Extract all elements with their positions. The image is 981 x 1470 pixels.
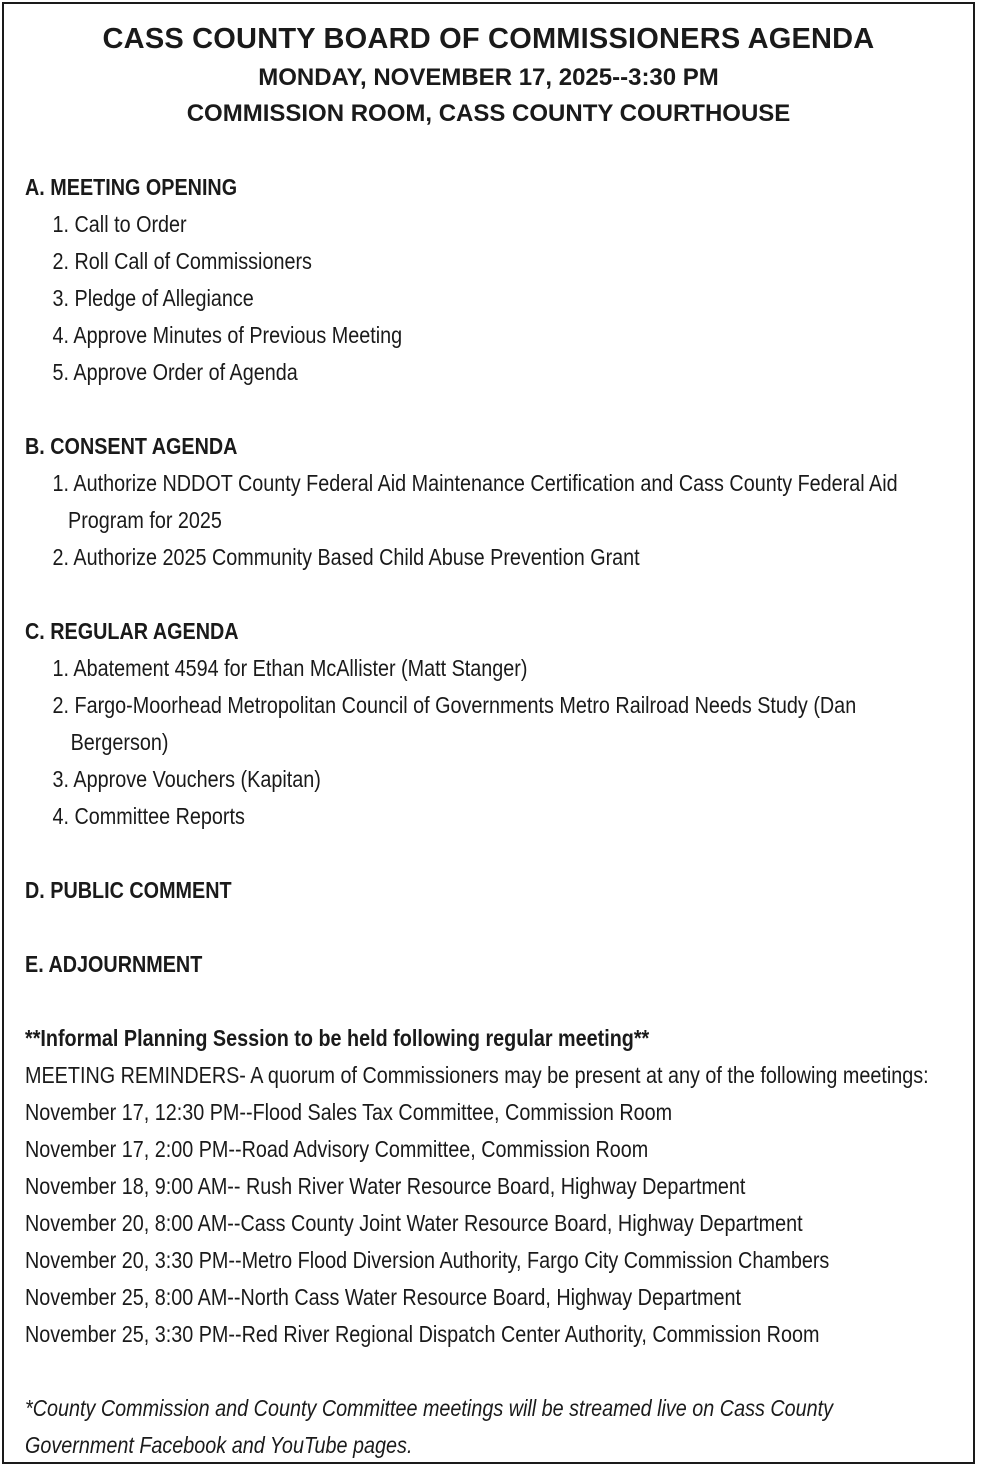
agenda-item: 1. Authorize NDDOT County Federal Aid Maintenance Certification and Cass County Federal Aid Program for 2025 (52, 470, 898, 533)
section-heading-consent-agenda: B. CONSENT AGENDA (25, 433, 238, 459)
agenda-item: 4. Approve Minutes of Previous Meeting (52, 322, 403, 348)
section-heading-adjournment: E. ADJOURNMENT (25, 951, 203, 977)
agenda-item: 3. Approve Vouchers (Kapitan) (52, 766, 321, 792)
spacer (25, 835, 962, 872)
agenda-body-inner (25, 169, 962, 1464)
spacer (25, 391, 962, 428)
agenda-item: 2. Roll Call of Commissioners (52, 248, 312, 274)
meeting-location: COMMISSION ROOM, CASS COUNTY COURTHOUSE (186, 100, 791, 127)
reminder-line: November 25, 8:00 AM--North Cass Water Resource Board, Highway Department (25, 1284, 742, 1310)
livestream-note: *County Commission and County Committee meetings will be streamed live on Cass County Government Facebook and YouTube pages. (25, 1395, 834, 1458)
agenda-notice-frame (2, 2, 975, 1464)
section-heading-public-comment: D. PUBLIC COMMENT (25, 877, 232, 903)
informal-session-note: **Informal Planning Session to be held following regular meeting** (25, 1025, 650, 1051)
agenda-title: CASS COUNTY BOARD OF COMMISSIONERS AGENDA (102, 23, 875, 55)
reminder-line: November 17, 2:00 PM--Road Advisory Committee, Commission Room (25, 1136, 649, 1162)
spacer (25, 909, 962, 946)
meeting-reminders-intro: MEETING REMINDERS- A quorum of Commissioners may be present at any of the following meetings: (25, 1062, 929, 1088)
spacer (25, 983, 962, 1020)
reminder-line: November 17, 12:30 PM--Flood Sales Tax Committee, Commission Room (25, 1099, 673, 1125)
agenda-item: 5. Approve Order of Agenda (52, 359, 298, 385)
section-heading-regular-agenda: C. REGULAR AGENDA (25, 618, 239, 644)
agenda-item: 2. Fargo-Moorhead Metropolitan Council of Governments Metro Railroad Needs Study (Dan Bergerson) (52, 692, 857, 755)
reminder-line: November 25, 3:30 PM--Red River Regional Dispatch Center Authority, Commission Room (25, 1321, 820, 1347)
reminder-line: November 18, 9:00 AM-- Rush River Water Resource Board, Highway Department (25, 1173, 746, 1199)
agenda-item: 1. Call to Order (52, 211, 187, 237)
reminder-line: November 20, 3:30 PM--Metro Flood Diversion Authority, Fargo City Commission Chambers (25, 1247, 830, 1273)
section-heading-meeting-opening: A. MEETING OPENING (25, 174, 238, 200)
meeting-datetime: MONDAY, NOVEMBER 17, 2025--3:30 PM (258, 64, 719, 91)
agenda-item: 1. Abatement 4594 for Ethan McAllister (Matt Stanger) (52, 655, 528, 681)
spacer (25, 576, 962, 613)
agenda-body (25, 169, 959, 1464)
spacer (25, 1353, 962, 1390)
agenda-item: 2. Authorize 2025 Community Based Child Abuse Prevention Grant (52, 544, 640, 570)
reminder-line: November 20, 8:00 AM--Cass County Joint Water Resource Board, Highway Department (25, 1210, 803, 1236)
agenda-item: 4. Committee Reports (52, 803, 245, 829)
agenda-item: 3. Pledge of Allegiance (52, 285, 254, 311)
